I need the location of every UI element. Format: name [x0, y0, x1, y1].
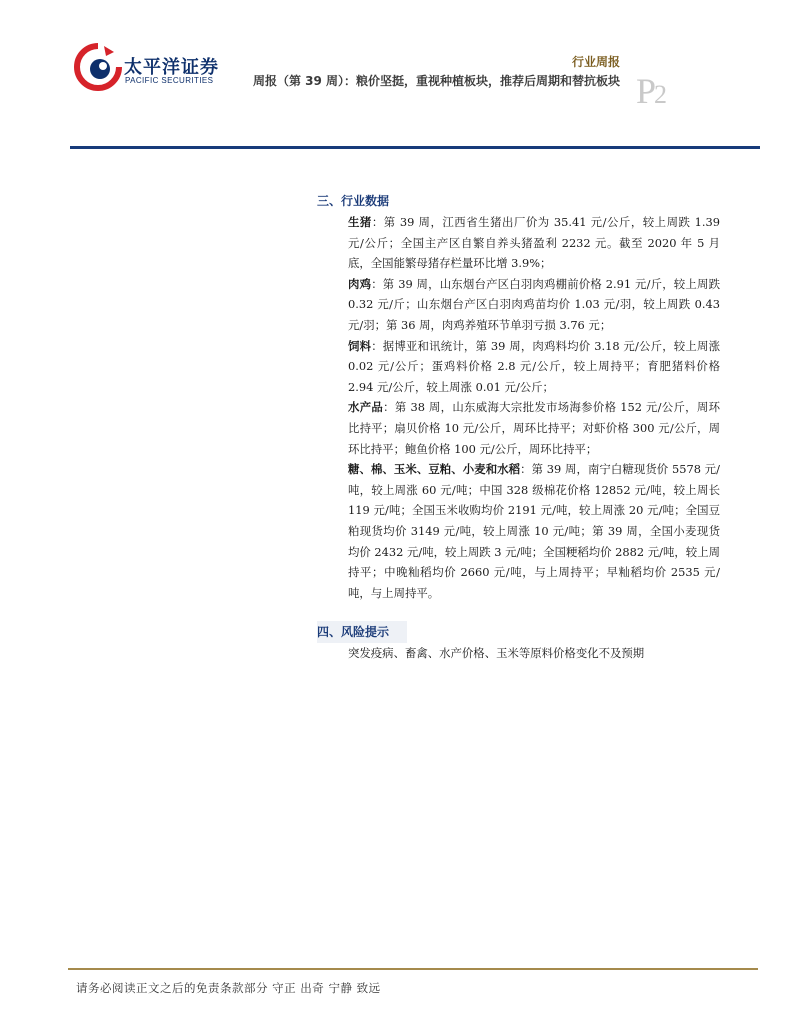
feed-label: 饲料 — [348, 338, 372, 353]
brand-name-cn: 太平洋证券 — [124, 57, 219, 78]
section-heading-industry-data: 三、行业数据 — [317, 194, 390, 208]
feed-text: ：据博亚和讯统计，第 39 周，肉鸡料均价 3.18 元/公斤，较上周涨 0.02 元/公斤；蛋鸡料价格 2.8 元/公斤，较上周持平；育肥猪料价格 2.94 元/公斤，较上周涨 0.01 元/公斤； — [348, 338, 720, 394]
footer-divider — [68, 968, 758, 970]
page-digit: 2 — [654, 80, 666, 109]
main-content — [317, 190, 720, 664]
crops-paragraph — [320, 459, 720, 603]
header-divider — [70, 146, 760, 149]
aquatic-text: ：第 38 周，山东威海大宗批发市场海参价格 152 元/公斤，周环比持平；扇贝价格 10 元/公斤，周环比持平；对虾价格 300 元/公斤，周环比持平；鲍鱼价格 100 元/公斤，周环比持平； — [348, 400, 720, 456]
page-letter: P — [636, 71, 655, 111]
report-type: 行业周报 — [571, 55, 620, 69]
pigs-paragraph — [320, 212, 720, 274]
feed-paragraph — [320, 336, 720, 398]
aquatic-paragraph — [320, 397, 720, 459]
risk-paragraph: 突发疫病、畜禽、水产价格、玉米等原料价格变化不及预期 — [348, 646, 645, 661]
pigs-text: ：第 39 周，江西省生猪出厂价为 35.41 元/公斤，较上周跌 1.39 元/公斤；全国主产区自繁自养头猪盈利 2232 元。截至 2020 年 5 月底，全国能繁母猪存栏量环比增 3.9%； — [348, 215, 720, 271]
chicken-paragraph — [320, 274, 720, 336]
chicken-label: 肉鸡 — [348, 276, 372, 291]
footer-disclaimer: 请务必阅读正文之后的免责条款部分 守正 出奇 宁静 致远 — [76, 981, 381, 995]
pacific-logo-icon — [74, 42, 122, 92]
chicken-text: ：第 39 周，山东烟台产区白羽肉鸡棚前价格 2.91 元/斤，较上周跌 0.32 元/斤；山东烟台产区白羽肉鸡苗均价 1.03 元/羽，较上周跌 0.43 元/羽；第 36 周，肉鸡养殖环节单羽亏损 3.76 元； — [348, 276, 720, 332]
page-number — [636, 70, 665, 112]
section-heading-risk: 四、风险提示 — [317, 621, 407, 643]
brand-name-en: PACIFIC SECURITIES — [125, 76, 214, 85]
crops-text: ：第 39 周，南宁白糖现货价 5578 元/吨，较上周涨 60 元/吨；中国 328 级棉花价格 12852 元/吨，较上周长 119 元/吨；全国玉米收购均价 2191 元/吨，较上周涨 20 元/吨；全国豆粕现货均价 3149 元/吨，较上周涨 10 元/吨；第 39 周，全国小麦现货均价 2432 元/吨，较上周跌 3 元/吨；全国粳稻均价 2882 元/吨，较上周持平；中晚籼稻均价 2660 元/吨，与上周持平；早籼稻均价 2535 元/吨，与上周持平。 — [348, 462, 720, 600]
pigs-label: 生猪 — [348, 215, 372, 229]
report-title: 周报（第 39 周）：粮价坚挺，重视种植板块，推荐后周期和替抗板块 — [252, 74, 620, 88]
section-gap — [320, 603, 720, 621]
crops-label: 糖、棉、玉米、豆粕、小麦和水稻 — [348, 462, 521, 477]
company-logo — [74, 42, 254, 92]
aquatic-label: 水产品 — [348, 400, 384, 415]
